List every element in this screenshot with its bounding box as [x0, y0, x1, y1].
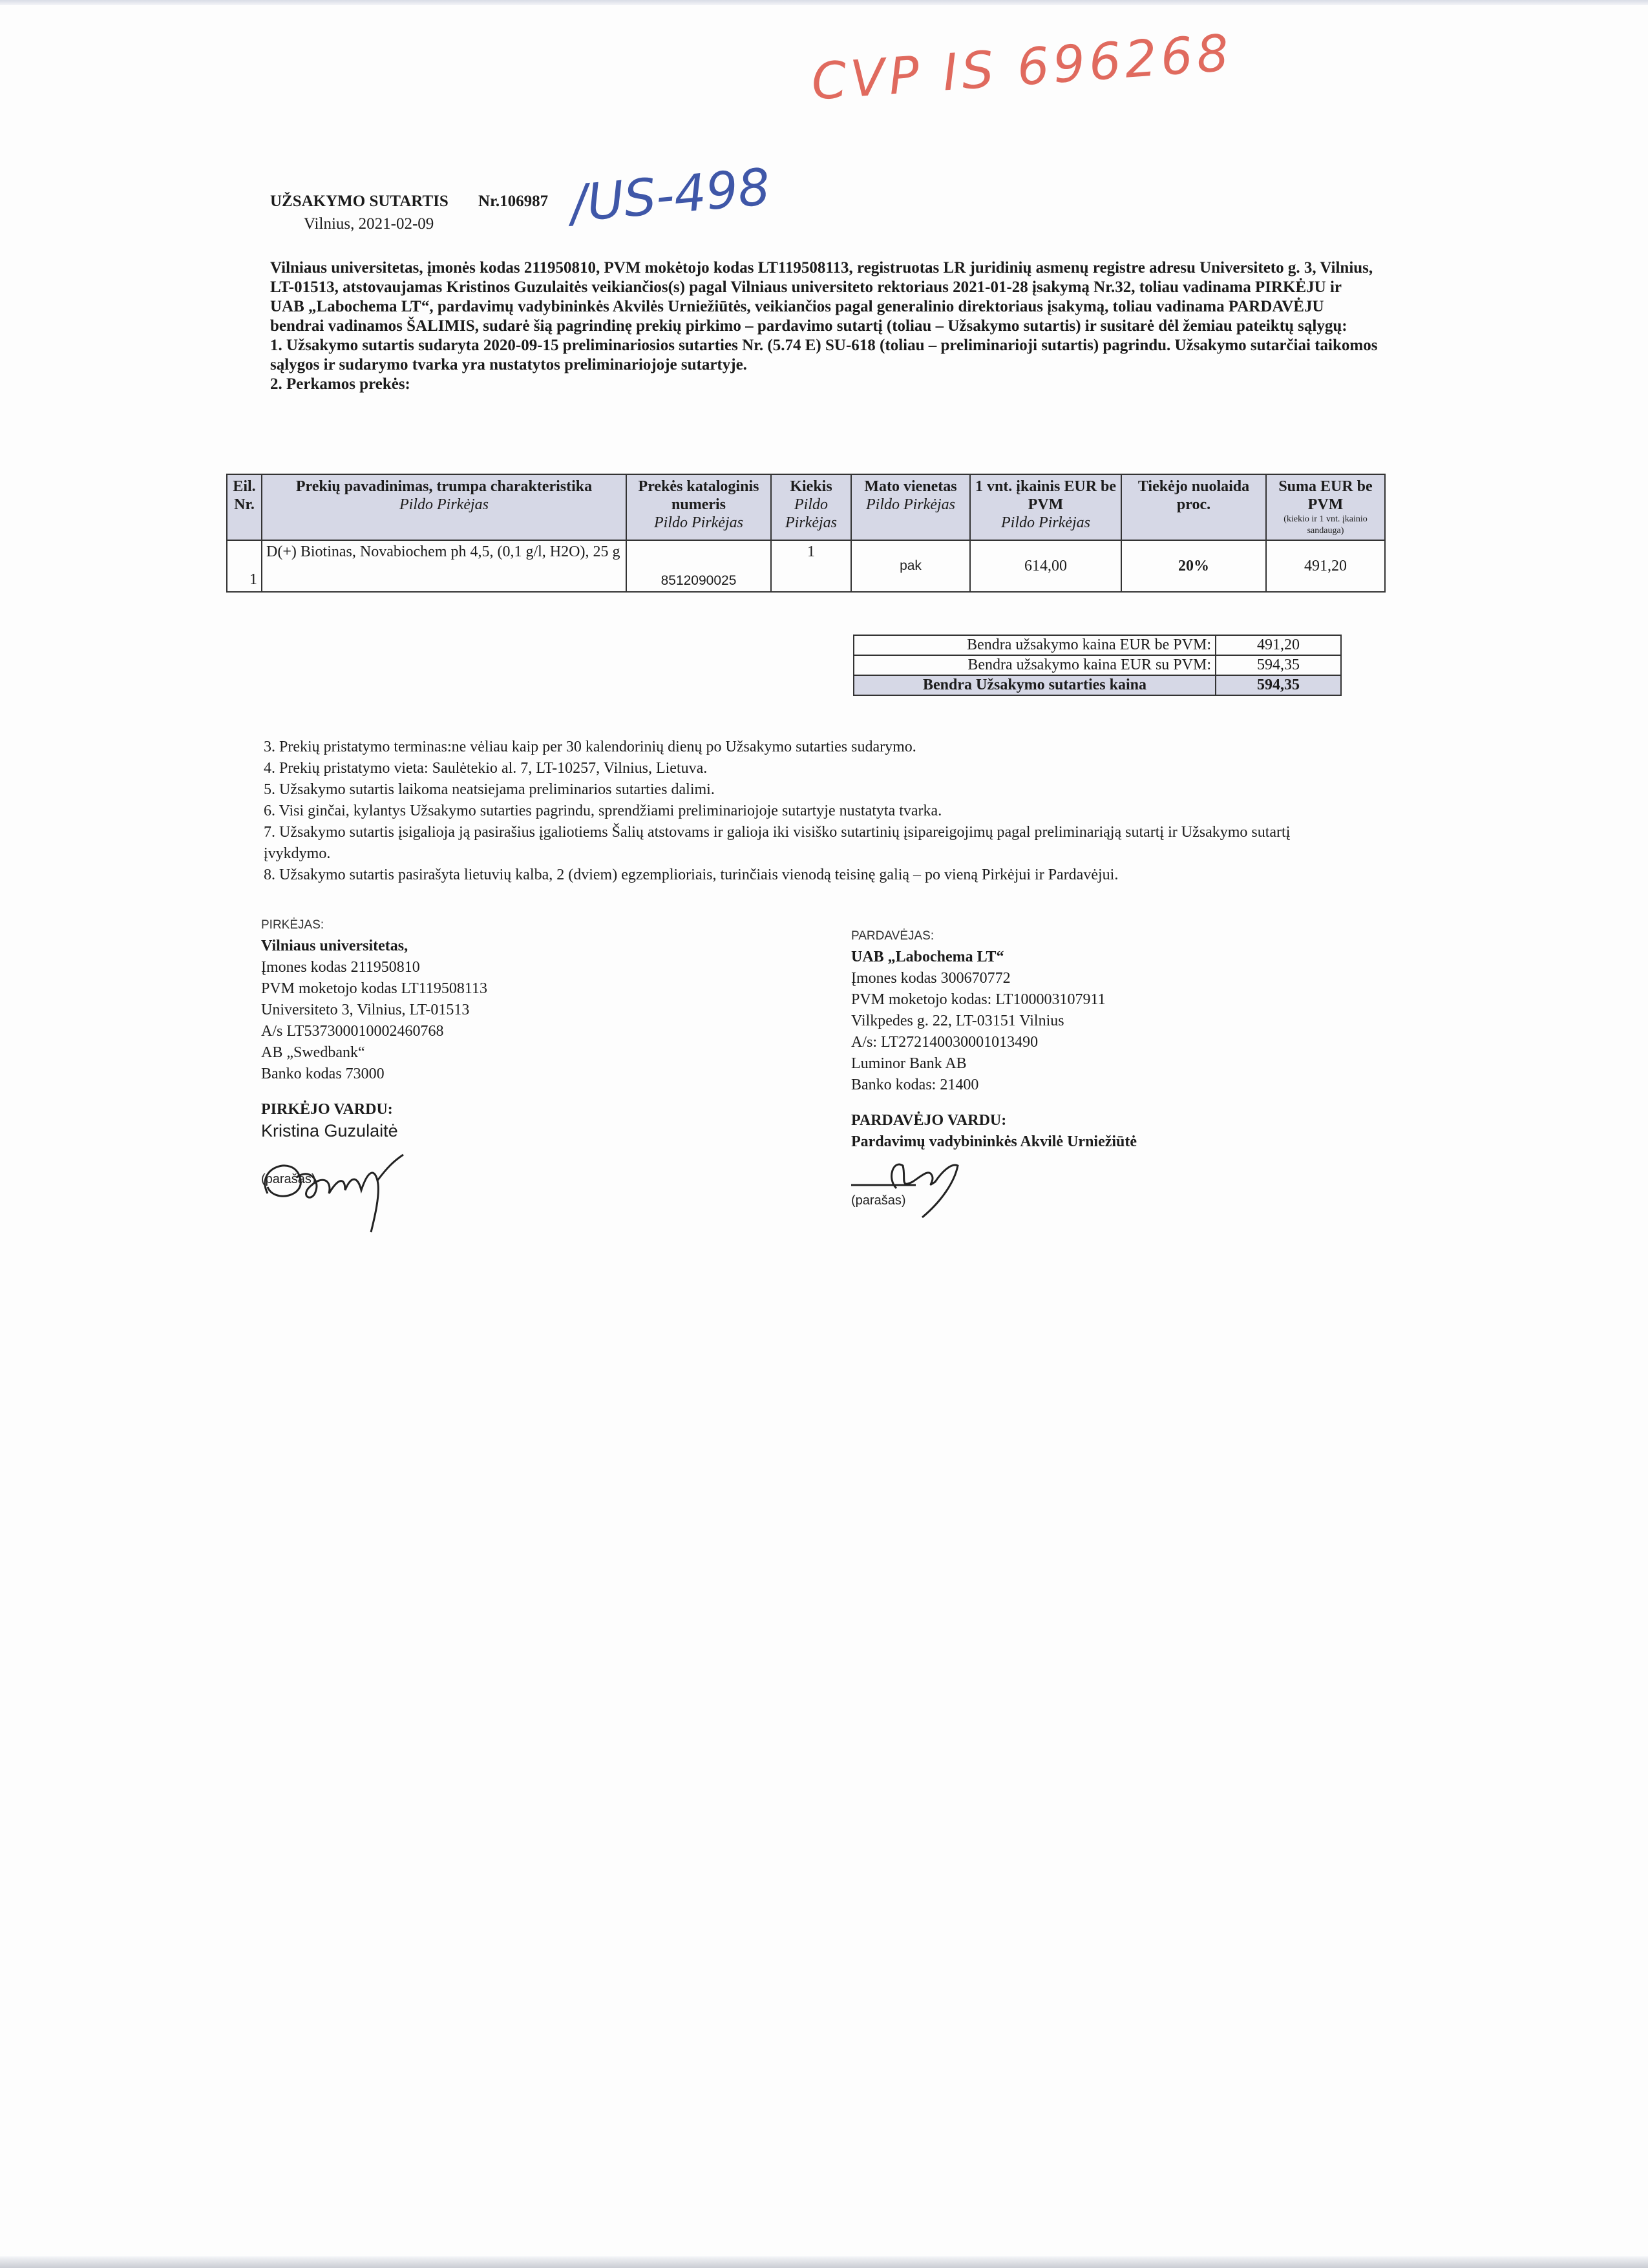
term-item: 5. Užsakymo sutartis laikoma neatsiejama preliminarios sutarties dalimi. [264, 781, 715, 798]
col-header-sum [1266, 474, 1385, 540]
col-header-name [262, 474, 626, 540]
col-header-nr [227, 474, 262, 540]
total-label: Bendra užsakymo kaina EUR su PVM: [854, 655, 1216, 675]
col-header-main: 1 vnt. įkainis EUR be PVM [975, 478, 1117, 513]
col-header-main: Eil. Nr. [233, 478, 256, 513]
seller-vat: PVM moketojo kodas: LT100003107911 [851, 991, 1106, 1008]
seller-signature-area [851, 1153, 1433, 1224]
intro-line: UAB „Labochema LT“, pardavimų vadybininkės Akvilės Urniežiūtės, veikiančios pagal generalinio direktoriaus įsakymą, toliau vadinama PARDAVĖJU [270, 298, 1324, 315]
cell-nr: 1 [227, 540, 262, 592]
col-header-sub: Pildo Pirkėjas [785, 496, 837, 531]
buyer-code: Įmones kodas 211950810 [261, 959, 420, 976]
seller-on-behalf: PARDAVĖJO VARDU: [851, 1112, 1007, 1129]
col-header-sub: Pildo Pirkėjas [654, 514, 743, 531]
col-header-unit [851, 474, 970, 540]
cell-qty: 1 [771, 540, 851, 592]
intro-line: 1. Užsakymo sutartis sudaryta 2020-09-15 preliminariosios sutarties Nr. (5.74 E) SU-618 (toliau – preliminarioji sutartis) pagrindu. Užsakymo sutarčiai taikomos [270, 337, 1378, 354]
buyer-signer: Kristina Guzulaitė [261, 1121, 398, 1140]
document-title [270, 193, 548, 211]
term-item: 4. Prekių pristatymo vieta: Saulėtekio al. 7, LT-10257, Vilnius, Lietuva. [264, 760, 708, 777]
col-header-main: Mato vienetas [864, 478, 957, 495]
table-header-row [227, 474, 1385, 540]
intro-line: Vilniaus universitetas, įmonės kodas 211950810, PVM mokėtojo kodas LT119508113, registruotas LR juridinių asmenų registre adresu Universiteto g. 3, Vilnius, [270, 259, 1373, 277]
buyer-vat: PVM moketojo kodas LT119508113 [261, 980, 488, 997]
seller-account: A/s: LT272140030001013490 [851, 1034, 1039, 1051]
cell-unit: pak [851, 540, 970, 592]
seller-block [851, 925, 1433, 1224]
col-header-sub: Pildo Pirkėjas [866, 496, 955, 513]
buyer-block [261, 914, 752, 1239]
table-row [227, 540, 1385, 592]
buyer-bank: AB „Swedbank“ [261, 1044, 365, 1061]
totals-row [854, 655, 1341, 675]
term-item: 8. Užsakymo sutartis pasirašyta lietuvių kalba, 2 (dviem) egzemplioriais, turinčiais vienodą teisinę galią – po vieną Pirkėjui ir Pardavėjui. [264, 866, 1119, 883]
seller-code: Įmones kodas 300670772 [851, 970, 1011, 987]
col-header-main: Prekės kataloginis numeris [638, 478, 759, 513]
col-header-sub: (kiekio ir 1 vnt. įkainio sandauga) [1284, 514, 1368, 536]
seller-signature-caption: (parašas) [851, 1193, 906, 1208]
buyer-bank-code: Banko kodas 73000 [261, 1066, 385, 1082]
intro-line: 2. Perkamos prekės: [270, 375, 410, 393]
cell-price: 614,00 [970, 540, 1121, 592]
scan-bottom-edge [0, 2256, 1648, 2268]
buyer-address: Universiteto 3, Vilnius, LT-01513 [261, 1002, 470, 1018]
scan-top-edge [0, 0, 1648, 5]
col-header-main: Tiekėjo nuolaida proc. [1137, 478, 1250, 513]
buyer-on-behalf: PIRKĖJO VARDU: [261, 1101, 393, 1118]
col-header-main: Prekių pavadinimas, trumpa charakteristika [295, 478, 593, 495]
buyer-account: A/s LT537300010002460768 [261, 1023, 444, 1040]
seller-name: UAB „Labochema LT“ [851, 949, 1004, 965]
col-header-price [970, 474, 1121, 540]
intro-line: LT-01513, atstovaujamas Kristinos Guzulaitės veikiančios(s) pagal Vilniaus universiteto rektoriaus 2021-01-28 įsakymą Nr.32, toliau vadinama PIRKĖJU ir [270, 278, 1342, 296]
cell-catalog: 8512090025 [626, 540, 771, 592]
intro-line: bendrai vadinamos ŠALIMIS, sudarė šią pagrindinę prekių pirkimo – pardavimo sutartį (toliau – Užsakymo sutartis) ir susitarė dėl žemiau pateiktų sąlygų: [270, 317, 1347, 335]
seller-address: Vilkpedes g. 22, LT-03151 Vilnius [851, 1013, 1064, 1029]
seller-bank: Luminor Bank AB [851, 1055, 967, 1072]
totals-table [853, 635, 1342, 696]
buyer-signature-icon [248, 1142, 442, 1239]
col-header-main: Kiekis [790, 478, 832, 495]
contract-terms [264, 737, 1440, 886]
term-item: įvykdymo. [264, 845, 331, 862]
col-header-sub: Pildo Pirkėjas [399, 496, 489, 513]
title-text: UŽSAKYMO SUTARTIS [270, 193, 449, 210]
col-header-sub: Pildo Pirkėjas [1001, 514, 1090, 531]
col-header-qty [771, 474, 851, 540]
buyer-name: Vilniaus universitetas, [261, 938, 408, 954]
total-value: 491,20 [1216, 635, 1341, 655]
seller-bank-code: Banko kodas: 21400 [851, 1076, 979, 1093]
city-date: Vilnius, 2021-02-09 [304, 215, 434, 233]
totals-row [854, 675, 1341, 695]
cell-name: D(+) Biotinas, Novabiochem ph 4,5, (0,1 g/l, H2O), 25 g [262, 540, 626, 592]
buyer-signature-caption: (parašas) [261, 1172, 316, 1186]
cell-sum: 491,20 [1266, 540, 1385, 592]
seller-signature-icon [851, 1153, 1019, 1224]
total-value: 594,35 [1216, 675, 1341, 695]
total-value: 594,35 [1216, 655, 1341, 675]
total-label: Bendra Užsakymo sutarties kaina [854, 675, 1216, 695]
contract-number: Nr.106987 [478, 193, 549, 210]
term-item: 6. Visi ginčai, kylantys Užsakymo sutarties pagrindu, sprendžiami preliminariojoje sutartyje nustatyta tvarka. [264, 803, 942, 819]
items-table [226, 474, 1386, 593]
buyer-signature-area [261, 1142, 752, 1239]
col-header-catalog [626, 474, 771, 540]
intro-paragraph [270, 258, 1446, 394]
registration-stamp: CVP IS 696268 [809, 24, 1235, 112]
seller-signer: Pardavimų vadybininkės Akvilė Urniežiūtė [851, 1133, 1137, 1150]
cell-discount: 20% [1121, 540, 1266, 592]
total-label: Bendra užsakymo kaina EUR be PVM: [854, 635, 1216, 655]
col-header-main: Suma EUR be PVM [1278, 478, 1373, 513]
term-item: 7. Užsakymo sutartis įsigalioja ją pasirašius įgaliotiems Šalių atstovams ir galioja iki visiško sutartinių įsipareigojimų pagal preliminariąją sutartį ir Užsakymo sutartį [264, 824, 1291, 841]
seller-caption: PARDAVĖJAS: [851, 929, 935, 943]
buyer-caption: PIRKĖJAS: [261, 918, 324, 932]
totals-row [854, 635, 1341, 655]
col-header-discount [1121, 474, 1266, 540]
handwritten-number: /US-498 [567, 158, 773, 234]
term-item: 3. Prekių pristatymo terminas:ne vėliau kaip per 30 kalendorinių dienų po Užsakymo sutarties sudarymo. [264, 739, 916, 755]
intro-line: sąlygos ir sudarymo tvarka yra nustatytos preliminariojoje sutartyje. [270, 356, 747, 373]
